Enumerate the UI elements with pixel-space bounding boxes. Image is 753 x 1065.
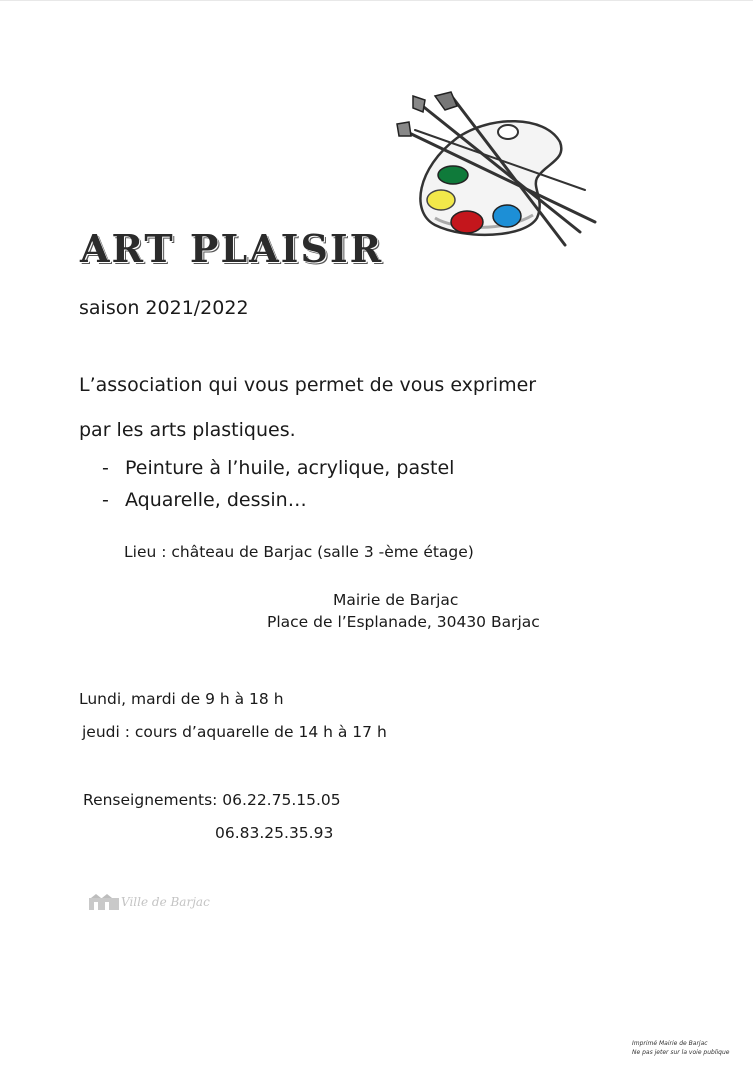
schedule-line-1: Lundi, mardi de 9 h à 18 h [79,690,284,708]
bullet-dash: - [102,489,109,511]
town-logo-icon [88,894,120,912]
contact-phone-2: 06.83.25.35.93 [215,824,334,842]
list-item [102,457,454,479]
intro-line-2: par les arts plastiques. [79,419,296,441]
contact-phone-1: Renseignements: 06.22.75.15.05 [83,791,341,809]
intro-line-1: L’association qui vous permet de vous exprimer [79,374,537,396]
footer-note [632,1039,729,1057]
town-logo-text: Ville de Barjac [121,895,210,909]
list-item [102,489,307,511]
page-title: ART PLAISIR [80,226,384,271]
season-text: saison 2021/2022 [79,297,249,319]
footer-line-1: Imprimé Mairie de Barjac [632,1040,708,1047]
list-item-text: Peinture à l’huile, acrylique, pastel [125,457,455,479]
mairie-text: Mairie de Barjac [333,591,459,609]
location-text: Lieu : château de Barjac (salle 3 -ème étage) [124,543,474,561]
schedule-line-2: jeudi : cours d’aquarelle de 14 h à 17 h [82,723,387,741]
scan-edge-line [0,0,753,1]
bullet-dash: - [102,457,109,479]
address-text: Place de l’Esplanade, 30430 Barjac [267,613,540,631]
list-item-text: Aquarelle, dessin… [125,489,307,511]
paint-palette-icon [395,90,610,250]
footer-line-2: Ne pas jeter sur la voie publique [632,1049,730,1056]
